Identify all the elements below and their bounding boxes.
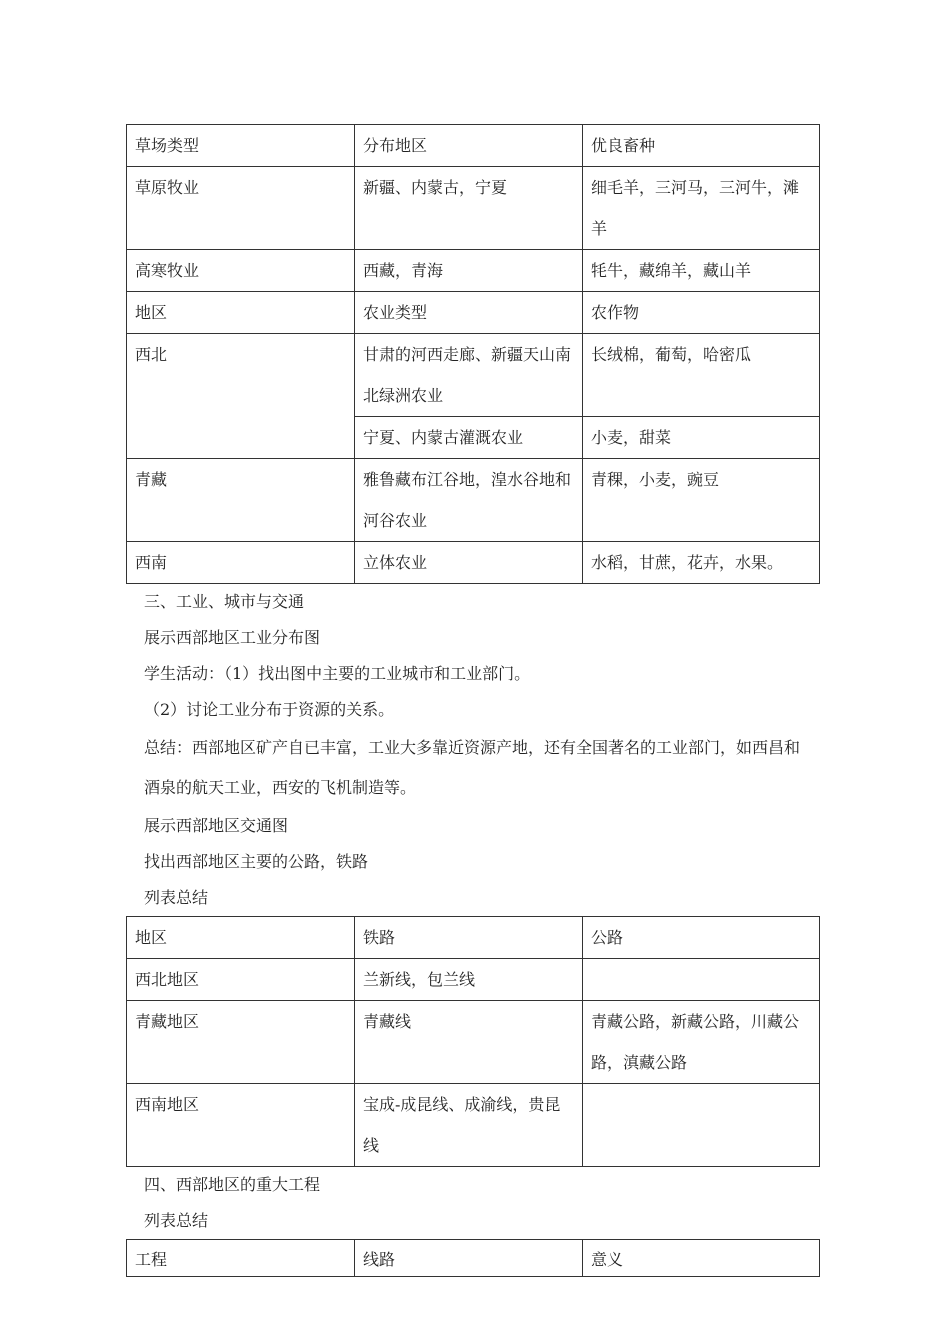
table-cell: 农作物 — [583, 292, 820, 334]
table-row — [127, 542, 820, 584]
table-cell: 西北地区 — [127, 959, 355, 1001]
table-cell — [583, 1084, 820, 1167]
table-cell: 草场类型 — [127, 125, 355, 167]
table-cell: 线路 — [355, 1240, 583, 1277]
table-cell: 甘肃的河西走廊、新疆天山南北绿洲农业 — [355, 334, 583, 417]
projects-table — [126, 1239, 820, 1277]
table-cell: 青藏线 — [355, 1001, 583, 1084]
table-row — [127, 250, 820, 292]
paragraph: 展示西部地区交通图 — [144, 816, 289, 835]
transport-table — [126, 916, 820, 1167]
table-row — [127, 334, 820, 417]
table-cell: 西藏，青海 — [355, 250, 583, 292]
table-cell: 公路 — [583, 917, 820, 959]
table-row — [127, 459, 820, 542]
table-cell: 意义 — [583, 1240, 820, 1277]
table-row — [127, 917, 820, 959]
table-cell: 地区 — [127, 292, 355, 334]
table-cell: 分布地区 — [355, 125, 583, 167]
table-cell: 地区 — [127, 917, 355, 959]
table-row — [127, 125, 820, 167]
paragraph: 学生活动：（1）找出图中主要的工业城市和工业部门。 — [144, 664, 531, 683]
table-cell: 青稞，小麦，豌豆 — [583, 459, 820, 542]
table-cell: 新疆、内蒙古，宁夏 — [355, 167, 583, 250]
table-row — [127, 292, 820, 334]
paragraph: 展示西部地区工业分布图 — [144, 628, 321, 647]
paragraph: 列表总结 — [144, 888, 209, 907]
table-cell: 雅鲁藏布江谷地，湟水谷地和河谷农业 — [355, 459, 583, 542]
table-cell: 高寒牧业 — [127, 250, 355, 292]
table-cell: 工程 — [127, 1240, 355, 1277]
table-cell: 细毛羊，三河马，三河牛，滩羊 — [583, 167, 820, 250]
table-cell: 西南 — [127, 542, 355, 584]
summary-paragraph: 总结：西部地区矿产自已丰富，工业大多靠近资源产地，还有全国著名的工业部门，如西昌和酒泉的航天工业，西安的飞机制造等。 — [144, 738, 801, 797]
table-cell: 西南地区 — [127, 1084, 355, 1167]
section-heading: 三、工业、城市与交通 — [144, 592, 305, 611]
table-cell: 草原牧业 — [127, 167, 355, 250]
table-row — [127, 167, 820, 250]
table-cell: 牦牛，藏绵羊，藏山羊 — [583, 250, 820, 292]
paragraph: （2）讨论工业分布于资源的关系。 — [144, 700, 395, 719]
table-cell: 宁夏、内蒙古灌溉农业 — [355, 417, 583, 459]
table-cell: 农业类型 — [355, 292, 583, 334]
paragraph: 找出西部地区主要的公路，铁路 — [144, 852, 369, 871]
table-cell: 西北 — [127, 334, 355, 459]
table-cell: 长绒棉，葡萄，哈密瓜 — [583, 334, 820, 417]
table-cell: 青藏 — [127, 459, 355, 542]
table-row — [127, 1240, 820, 1277]
table-cell: 兰新线，包兰线 — [355, 959, 583, 1001]
section-heading: 四、西部地区的重大工程 — [144, 1175, 321, 1194]
table-row — [127, 1084, 820, 1167]
table-cell: 青藏公路，新藏公路，川藏公路，滇藏公路 — [583, 1001, 820, 1084]
table-cell: 优良畜种 — [583, 125, 820, 167]
table-row — [127, 959, 820, 1001]
pasture-agriculture-table — [126, 124, 820, 584]
table-cell: 青藏地区 — [127, 1001, 355, 1084]
table-cell: 小麦，甜菜 — [583, 417, 820, 459]
table-row — [127, 1001, 820, 1084]
table-cell — [583, 959, 820, 1001]
table-cell: 铁路 — [355, 917, 583, 959]
paragraph: 列表总结 — [144, 1211, 209, 1230]
table-cell: 立体农业 — [355, 542, 583, 584]
document-page — [126, 124, 816, 1277]
table-cell: 水稻，甘蔗，花卉，水果。 — [583, 542, 820, 584]
table-cell: 宝成-成昆线、成渝线，贵昆线 — [355, 1084, 583, 1167]
